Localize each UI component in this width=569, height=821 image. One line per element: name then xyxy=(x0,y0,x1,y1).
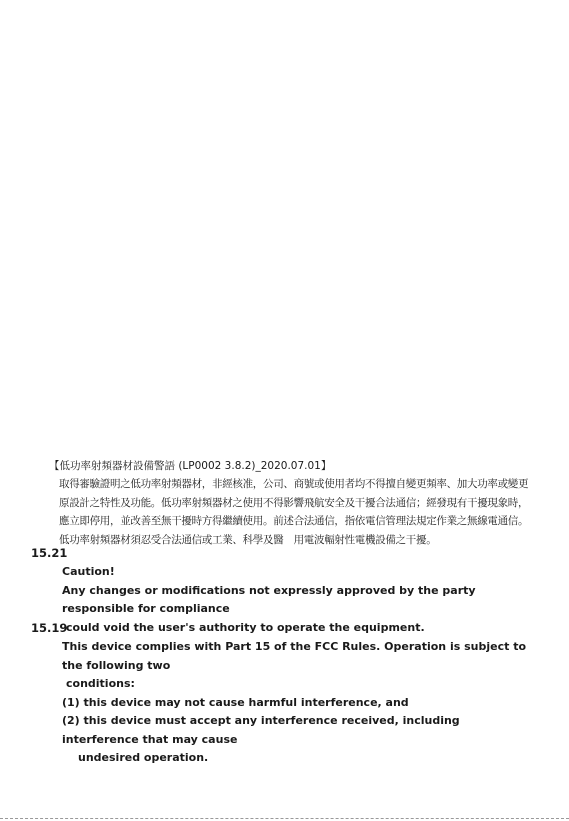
section-15-19-body xyxy=(62,638,532,768)
ncc-warning-title: 【低功率射頻器材設備警語 (LP0002 3.8.2)_2020.07.01】 xyxy=(49,460,332,472)
fcc-condition-1: (1) this device may not cause harmful interference, and xyxy=(62,695,409,709)
fcc-condition-2: (2) this device must accept any interference received, including interference that may cause xyxy=(62,714,460,746)
fcc-compliance-line-1: This device complies with Part 15 of the FCC Rules. Operation is subject to the following two xyxy=(62,640,527,672)
section-number-15-19: 15.19 xyxy=(31,621,68,635)
ncc-warning-block xyxy=(49,457,533,549)
section-number-15-21: 15.21 xyxy=(31,546,68,560)
page-bottom-rule xyxy=(0,818,569,819)
fcc-compliance-line-2: conditions: xyxy=(66,677,135,690)
ncc-warning-text: 取得審驗證明之低功率射頻器材，非經核准，公司、商號或使用者均不得擅自變更頻率、加大功率或變更原設計之特性及功能。低功率射頻器材之使用不得影響飛航安全及干擾合法通信；經發現有干擾現象時，應立即停用，並改善至無干擾時方得繼續使用。前述合法通信，指依電信管理法規定作業之無線電通信。低功率射頻器材須忍受合法通信或工業、科學及醫 用電波輻射性電機設備之干擾。 xyxy=(59,478,529,546)
caution-line-2: could void the user's authority to operate the equipment. xyxy=(66,620,425,634)
fcc-condition-2-continued: undesired operation. xyxy=(78,751,209,764)
caution-heading: Caution! xyxy=(62,565,115,578)
section-15-21-body xyxy=(62,563,532,637)
caution-line-1: Any changes or modifications not expressly approved by the party responsible for compliance xyxy=(62,583,476,615)
